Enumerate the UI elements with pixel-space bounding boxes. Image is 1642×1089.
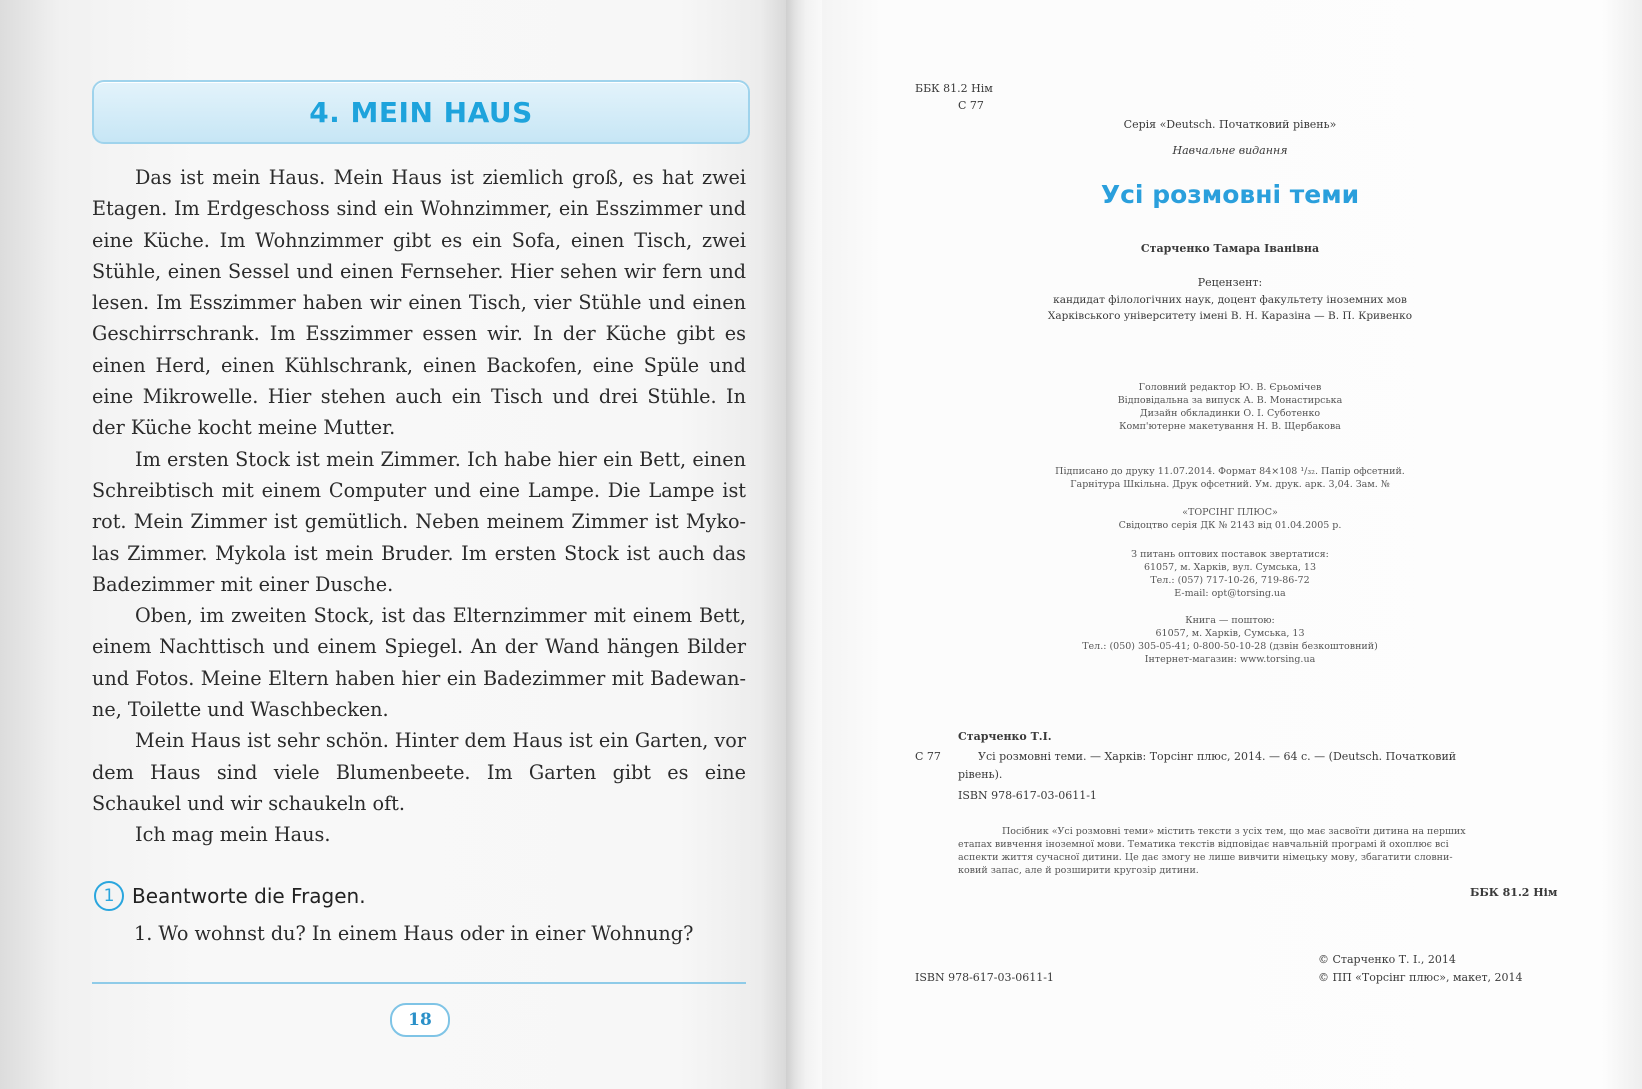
mail-order-line: Інтернет-магазин: www.torsing.ua bbox=[1144, 654, 1316, 665]
divider bbox=[92, 982, 746, 984]
edition-type: Навчальне видання bbox=[1172, 144, 1288, 157]
bbk-code: ББК 81.2 Нім bbox=[915, 82, 993, 95]
mail-order-line: Книга — поштою: bbox=[1185, 615, 1275, 626]
author-short: Старченко Т.І. bbox=[958, 730, 1052, 743]
publisher-line: Свідоцтво серія ДК № 2143 від 01.04.2005 р. bbox=[1118, 520, 1342, 531]
paragraph: Im ersten Stock ist mein Zimmer. Ich habe hier ein Bett, einen Schreibtisch mit einem Computer und eine Lampe. Die Lampe ist rot. Mein Zimmer ist gemütlich. Neben meinem Zimmer ist Mykolas Zimmer. Mykola ist mein Bruder. Im ersten Stock ist auch das Badezimmer mit einer Dusche. bbox=[92, 447, 746, 596]
publisher-info bbox=[1000, 506, 1460, 532]
mail-order-line: Тел.: (050) 305-05-41; 0-800-50-10-28 (дзвін безкоштовний) bbox=[1082, 641, 1378, 652]
wholesale-info bbox=[1000, 548, 1460, 600]
right-page bbox=[822, 0, 1642, 1089]
story-text bbox=[92, 162, 746, 851]
c77-code-bottom: С 77 bbox=[915, 750, 941, 763]
print-line: Гарнітура Шкільна. Друк офсетний. Ум. друк. арк. 3,04. Зам. № bbox=[1070, 479, 1390, 490]
staff-line: Головний редактор Ю. В. Єрьомічев bbox=[1138, 382, 1322, 393]
print-line: Підписано до друку 11.07.2014. Формат 84×108 ¹/₃₂. Папір офсетний. bbox=[1055, 466, 1405, 477]
wholesale-line: З питань оптових поставок звертатися: bbox=[1131, 549, 1329, 560]
bbk-code-bottom: ББК 81.2 Нім bbox=[1470, 886, 1558, 899]
book-gutter bbox=[786, 0, 826, 1089]
staff-line: Комп'ютерне макетування Н. В. Щербакова bbox=[1119, 421, 1341, 432]
isbn-mid: ISBN 978-617-03-0611-1 bbox=[958, 789, 1097, 802]
paragraph: Ich mag mein Haus. bbox=[135, 823, 331, 847]
copyright-line: © Старченко Т. І., 2014 bbox=[1318, 953, 1456, 966]
chapter-banner bbox=[92, 80, 750, 144]
question-1: 1. Wo wohnst du? In einem Haus oder in einer Wohnung? bbox=[134, 922, 694, 945]
exercise-title: Beantworte die Fragen. bbox=[132, 884, 366, 908]
mail-order-info bbox=[1000, 614, 1460, 666]
wholesale-line: Тел.: (057) 717-10-26, 719-86-72 bbox=[1150, 575, 1310, 586]
annotation bbox=[958, 825, 1570, 877]
annotation-line: Посібник «Усі розмовні теми» містить тексти з усіх тем, що має засвоїти дитина на перших bbox=[1002, 826, 1466, 837]
reviewer-line: кандидат філологічних наук, доцент факультету іноземних мов bbox=[1053, 294, 1407, 306]
paragraph: Das ist mein Haus. Mein Haus ist ziemlich groß, es hat zwei Etagen. Im Erdgeschoss sind ein Wohnzimmer, ein Esszimmer und eine Küche. Im Wohnzimmer gibt es ein Sofa, einen Tisch, zwei Stühle, einen Sessel und einen Fernseher. Hier sehen wir fern und lesen. Im Esszimmer haben wir einen Tisch, vier Stühle und einen Geschirrschrank. Im Esszimmer essen wir. In der Küche gibt es einen Herd, einen Kühlschrank, einen Backofen, eine Spüle und eine Mikrowelle. Hier stehen auch ein Tisch und drei Stühle. In der Küche kocht meine Mutter. bbox=[92, 166, 746, 440]
page-number: 18 bbox=[390, 1003, 450, 1037]
exercise-number-badge: 1 bbox=[94, 881, 124, 911]
staff-credits bbox=[1030, 381, 1430, 433]
paragraph: Oben, im zweiten Stock, ist das Elternzimmer mit einem Bett, einem Nachttisch und einem Spiegel. An der Wand hängen Bilder und Fotos. Meine Eltern haben hier ein Badezimmer mit Badewanne, Toilette und Waschbecken. bbox=[92, 604, 746, 722]
reviewer-line: Харківського університету імені В. Н. Каразіна — В. П. Кривенко bbox=[1047, 310, 1413, 322]
exercise-heading bbox=[94, 881, 744, 911]
wholesale-line: 61057, м. Харків, вул. Сумська, 13 bbox=[1143, 562, 1317, 573]
c77-code: С 77 bbox=[958, 99, 984, 112]
left-page bbox=[0, 0, 790, 1089]
bibliographic-line: Усі розмовні теми. — Харків: Торсінг плюс, 2014. — 64 с. — (Deutsch. Початковий bbox=[978, 750, 1457, 763]
annotation-line: етапах вивчення іноземної мови. Тематика текстів відповідає навчальній програмі й охоплює всі bbox=[958, 839, 1449, 850]
annotation-line: ковий запас, але й розширити кругозір дитини. bbox=[958, 865, 1199, 876]
reviewer-label: Рецензент: bbox=[1197, 276, 1263, 289]
wholesale-line: E-mail: opt@torsing.ua bbox=[1174, 588, 1286, 599]
chapter-title: 4. MEIN HAUS bbox=[309, 95, 533, 129]
bibliographic-line: рівень). bbox=[958, 768, 1003, 781]
series-line: Серія «Deutsch. Початковий рівень» bbox=[1123, 118, 1337, 131]
isbn-bottom: ISBN 978-617-03-0611-1 bbox=[915, 971, 1054, 984]
print-info bbox=[1000, 465, 1460, 491]
staff-line: Відповідальна за випуск А. В. Монастирська bbox=[1117, 395, 1343, 406]
author-full-name: Старченко Тамара Іванівна bbox=[1140, 242, 1320, 255]
copyright-line: © ПП «Торсінг плюс», макет, 2014 bbox=[1318, 971, 1523, 984]
book-title: Усі розмовні теми bbox=[1100, 180, 1360, 209]
mail-order-line: 61057, м. Харків, Сумська, 13 bbox=[1155, 628, 1305, 639]
annotation-line: аспекти життя сучасної дитини. Це дає змогу не лише вивчити німецьку мову, збагатити словни- bbox=[958, 852, 1453, 863]
paragraph: Mein Haus ist sehr schön. Hinter dem Haus ist ein Garten, vor dem Haus sind viele Blumenbeete. Im Garten gibt es eine Schaukel und wir schaukeln oft. bbox=[92, 729, 746, 815]
staff-line: Дизайн обкладинки О. І. Суботенко bbox=[1139, 408, 1321, 419]
publisher-line: «ТОРСІНГ ПЛЮС» bbox=[1182, 507, 1278, 518]
